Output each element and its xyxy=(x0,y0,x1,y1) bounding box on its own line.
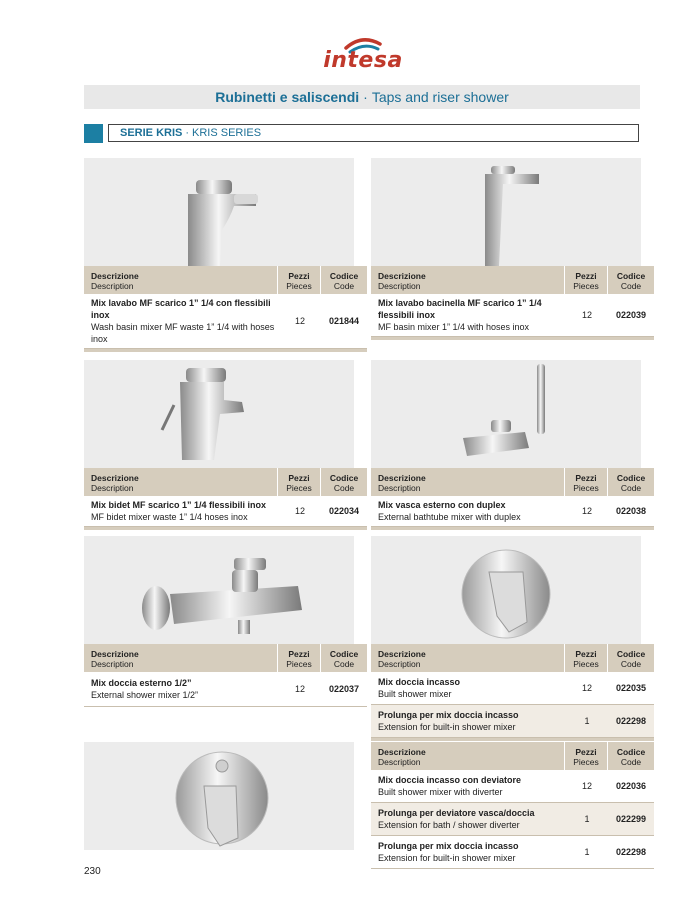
row-desc-en: Built shower mixer with diverter xyxy=(378,787,503,797)
product-table-2 xyxy=(371,266,654,340)
product-photo-022035 xyxy=(371,536,641,644)
header-desc-it: Descrizione xyxy=(378,649,426,659)
built-in-diverter-mixer-icon xyxy=(84,742,354,850)
table-header xyxy=(371,266,654,294)
header-desc-en: Description xyxy=(91,281,134,291)
row-code: 022035 xyxy=(615,683,647,693)
row-code: 022034 xyxy=(328,506,360,516)
row-code: 022299 xyxy=(615,814,647,824)
header-desc-it: Descrizione xyxy=(91,473,139,483)
header-code-it: Codice xyxy=(616,747,646,757)
header-desc-it: Descrizione xyxy=(91,649,139,659)
row-desc-it: Prolunga per mix doccia incasso xyxy=(378,710,519,720)
table-rule xyxy=(84,349,367,352)
header-pieces-it: Pezzi xyxy=(575,271,597,281)
table-row xyxy=(84,294,367,349)
table-rule xyxy=(84,527,367,530)
row-code: 022037 xyxy=(328,684,360,694)
basin-mixer-icon xyxy=(84,158,354,266)
table-rule xyxy=(371,527,654,530)
series-separator: · xyxy=(185,127,190,139)
row-desc-it: Prolunga per deviatore vasca/doccia xyxy=(378,808,535,818)
row-desc-it: Mix bidet MF scarico 1” 1/4 flessibili inox xyxy=(91,500,267,510)
header-pieces-en: Pieces xyxy=(286,281,312,291)
row-desc-en: External bathtube mixer with duplex xyxy=(378,512,521,522)
row-code: 022298 xyxy=(615,847,647,857)
product-photo-022038 xyxy=(371,360,641,468)
product-table-5 xyxy=(84,644,367,707)
header-pieces-it: Pezzi xyxy=(288,473,310,483)
table-header xyxy=(371,468,654,496)
table-row xyxy=(371,672,654,705)
row-desc-it: Prolunga per mix doccia incasso xyxy=(378,841,519,851)
row-code: 021844 xyxy=(328,316,360,326)
table-row xyxy=(371,496,654,527)
row-desc-it: Mix doccia incasso xyxy=(378,677,461,687)
row-desc-it: Mix vasca esterno con duplex xyxy=(378,500,506,510)
header-pieces-en: Pieces xyxy=(286,483,312,493)
header-desc-en: Description xyxy=(378,281,421,291)
header-code-it: Codice xyxy=(329,649,359,659)
header-pieces-it: Pezzi xyxy=(575,649,597,659)
table-header xyxy=(371,742,654,770)
table-rule xyxy=(371,337,654,340)
product-table-3 xyxy=(84,468,367,530)
product-table-1 xyxy=(84,266,367,352)
table-row xyxy=(84,496,367,527)
product-table-6 xyxy=(371,644,654,741)
header-desc-it: Descrizione xyxy=(91,271,139,281)
series-english: KRIS SERIES xyxy=(192,127,262,139)
row-pieces: 1 xyxy=(584,847,590,857)
table-rule xyxy=(371,738,654,741)
table-row xyxy=(371,836,654,869)
header-desc-it: Descrizione xyxy=(378,271,426,281)
row-desc-en: Extension for bath / shower diverter xyxy=(378,820,520,830)
row-code: 022298 xyxy=(615,716,647,726)
page-number: 230 xyxy=(84,866,101,877)
row-pieces: 12 xyxy=(581,506,592,516)
header-code-it: Codice xyxy=(616,473,646,483)
header-code-it: Codice xyxy=(616,271,646,281)
page-title xyxy=(84,85,640,109)
row-desc-en: Wash basin mixer MF waste 1” 1/4 with hoses inox xyxy=(91,322,275,344)
header-desc-it: Descrizione xyxy=(378,747,426,757)
title-english: Taps and riser shower xyxy=(371,89,509,105)
title-separator: · xyxy=(363,89,368,105)
product-table-7 xyxy=(371,742,654,869)
series-italian: SERIE KRIS xyxy=(120,127,183,139)
row-pieces: 12 xyxy=(581,683,592,693)
row-pieces: 12 xyxy=(294,316,305,326)
header-code-it: Codice xyxy=(329,473,359,483)
product-photo-022036 xyxy=(84,742,354,850)
table-header xyxy=(371,644,654,672)
header-code-en: Code xyxy=(620,757,642,767)
shower-mixer-icon xyxy=(84,536,354,644)
product-photo-022037 xyxy=(84,536,354,644)
series-marker xyxy=(84,124,103,143)
table-row xyxy=(371,803,654,836)
header-code-en: Code xyxy=(333,483,355,493)
header-pieces-en: Pieces xyxy=(573,483,599,493)
header-code-en: Code xyxy=(620,483,642,493)
header-pieces-it: Pezzi xyxy=(575,473,597,483)
table-header xyxy=(84,266,367,294)
header-desc-en: Description xyxy=(378,659,421,669)
title-italian: Rubinetti e saliscendi xyxy=(215,89,360,105)
table-header xyxy=(84,468,367,496)
table-row xyxy=(84,672,367,707)
header-code-en: Code xyxy=(333,281,355,291)
row-desc-en: MF basin mixer 1” 1/4 with hoses inox xyxy=(378,322,530,332)
header-pieces-it: Pezzi xyxy=(288,271,310,281)
bidet-mixer-icon xyxy=(84,360,354,468)
row-desc-it: Mix doccia incasso con deviatore xyxy=(378,775,522,785)
row-desc-it: Mix lavabo bacinella MF scarico 1” 1/4 flessibili inox xyxy=(378,298,542,320)
header-pieces-en: Pieces xyxy=(573,281,599,291)
row-code: 022039 xyxy=(615,310,647,320)
row-pieces: 1 xyxy=(584,814,590,824)
product-photo-021844 xyxy=(84,158,354,266)
table-row xyxy=(371,770,654,803)
row-pieces: 12 xyxy=(581,310,592,320)
row-desc-en: MF bidet mixer waste 1” 1/4 hoses inox xyxy=(91,512,248,522)
header-desc-en: Description xyxy=(91,659,134,669)
header-desc-en: Description xyxy=(91,483,134,493)
header-pieces-en: Pieces xyxy=(573,659,599,669)
row-code: 022038 xyxy=(615,506,647,516)
header-desc-it: Descrizione xyxy=(378,473,426,483)
tall-basin-mixer-icon xyxy=(371,158,641,266)
header-code-en: Code xyxy=(620,659,642,669)
row-pieces: 1 xyxy=(584,716,590,726)
series-label xyxy=(108,124,639,142)
table-row xyxy=(371,294,654,337)
row-pieces: 12 xyxy=(294,684,305,694)
header-code-en: Code xyxy=(333,659,355,669)
row-desc-en: Built shower mixer xyxy=(378,689,452,699)
product-photo-022039 xyxy=(371,158,641,266)
built-in-mixer-icon xyxy=(371,536,641,644)
row-code: 022036 xyxy=(615,781,647,791)
table-header xyxy=(84,644,367,672)
bath-mixer-icon xyxy=(371,360,641,468)
row-pieces: 12 xyxy=(294,506,305,516)
header-pieces-it: Pezzi xyxy=(575,747,597,757)
row-desc-en: Extension for built-in shower mixer xyxy=(378,722,516,732)
table-row xyxy=(371,705,654,738)
header-code-it: Codice xyxy=(616,649,646,659)
product-photo-022034 xyxy=(84,360,354,468)
header-code-en: Code xyxy=(620,281,642,291)
brand-logo xyxy=(318,34,408,80)
row-desc-en: Extension for built-in shower mixer xyxy=(378,853,516,863)
header-pieces-en: Pieces xyxy=(573,757,599,767)
row-pieces: 12 xyxy=(581,781,592,791)
row-desc-it: Mix lavabo MF scarico 1” 1/4 con flessibili inox xyxy=(91,298,271,320)
header-desc-en: Description xyxy=(378,757,421,767)
row-desc-en: External shower mixer 1/2” xyxy=(91,690,199,700)
header-pieces-it: Pezzi xyxy=(288,649,310,659)
row-desc-it: Mix doccia esterno 1/2” xyxy=(91,678,192,688)
header-code-it: Codice xyxy=(329,271,359,281)
header-desc-en: Description xyxy=(378,483,421,493)
product-table-4 xyxy=(371,468,654,530)
header-pieces-en: Pieces xyxy=(286,659,312,669)
brand-name: intesa xyxy=(323,48,403,73)
